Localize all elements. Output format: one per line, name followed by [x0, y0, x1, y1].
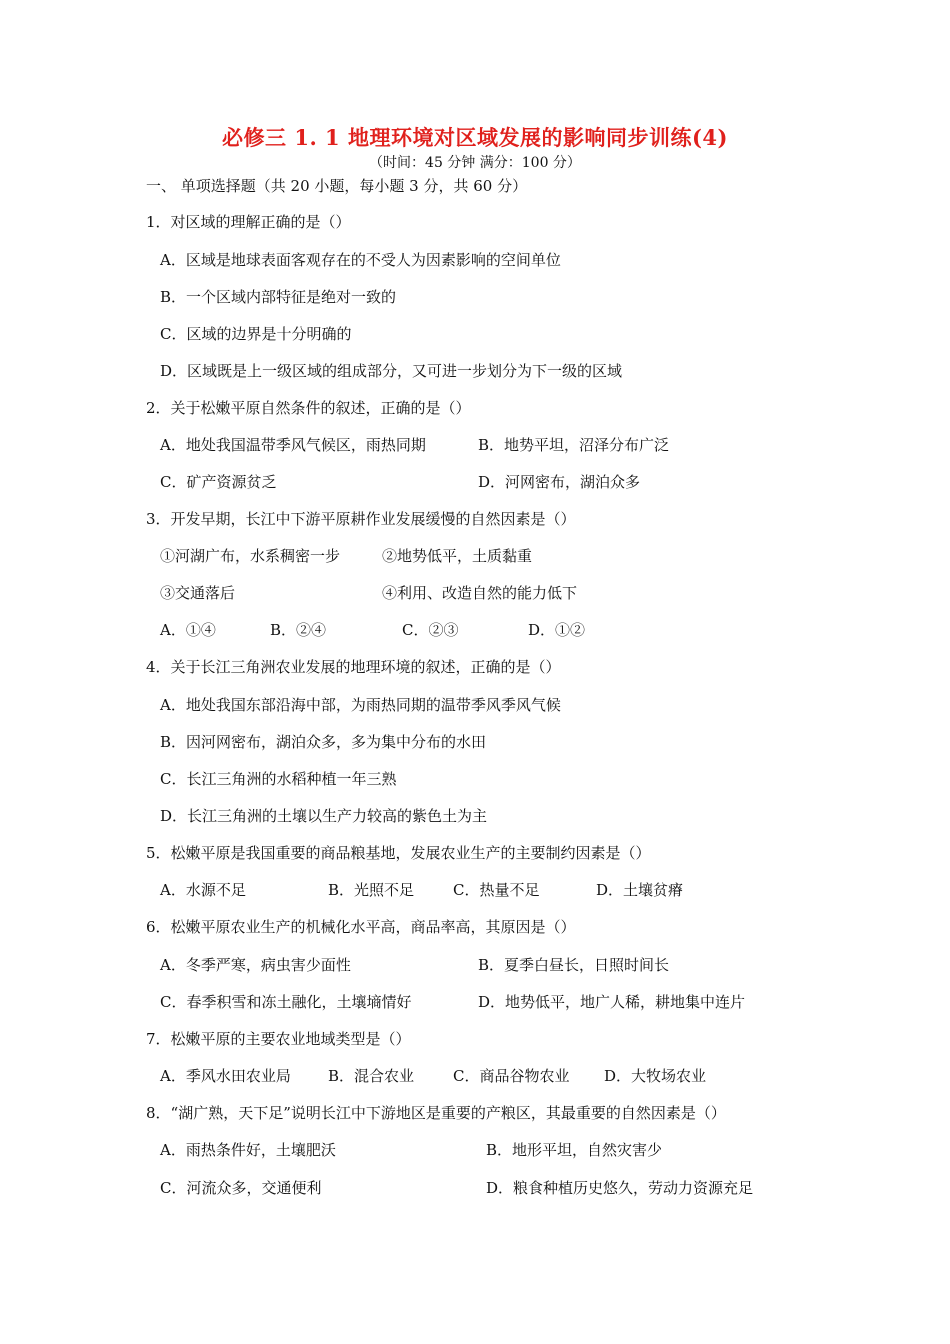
question-1-option-b: B．一个区域内部特征是绝对一致的	[160, 288, 397, 306]
question-7-stem: 7．松嫩平原的主要农业地域类型是（）	[146, 1030, 411, 1048]
question-6-option-c: C．春季积雪和冻土融化，土壤墒情好	[160, 993, 412, 1011]
question-2-stem: 2．关于松嫩平原自然条件的叙述，正确的是（）	[146, 399, 471, 417]
question-2-option-a: A．地处我国温带季风气候区，雨热同期	[160, 436, 426, 454]
exam-time-score: （时间：45 分钟 满分：100 分）	[369, 155, 581, 171]
question-3-item-2: ②地势低平，土质黏重	[382, 547, 533, 565]
question-1-option-a: A．区域是地球表面客观存在的不受人为因素影响的空间单位	[160, 251, 561, 269]
question-3-item-1: ①河湖广布，水系稠密一步	[160, 547, 341, 565]
question-7-option-b: B．混合农业	[328, 1067, 415, 1085]
question-4-stem: 4．关于长江三角洲农业发展的地理环境的叙述，正确的是（）	[146, 658, 561, 676]
question-5-stem: 5．松嫩平原是我国重要的商品粮基地，发展农业生产的主要制约因素是（）	[146, 844, 651, 862]
question-6-option-a: A．冬季严寒，病虫害少面性	[160, 956, 351, 974]
question-3-item-3: ③交通落后	[160, 584, 236, 602]
question-2-option-c: C．矿产资源贫乏	[160, 473, 277, 491]
question-8-option-b: B．地形平坦，自然灾害少	[486, 1141, 663, 1159]
question-5-option-d: D．土壤贫瘠	[596, 881, 684, 899]
question-1-option-d: D．区域既是上一级区域的组成部分，又可进一步划分为下一级的区域	[160, 362, 623, 380]
question-4-option-c: C．长江三角洲的水稻种植一年三熟	[160, 770, 397, 788]
question-3-option-b: B．②④	[270, 621, 327, 639]
question-2-option-b: B．地势平坦，沼泽分布广泛	[478, 436, 670, 454]
question-3-item-4: ④利用、改造自然的能力低下	[382, 584, 578, 602]
question-4-option-a: A．地处我国东部沿海中部，为雨热同期的温带季风季风气候	[160, 696, 561, 714]
question-7-option-c: C．商品谷物农业	[453, 1067, 570, 1085]
question-5-option-b: B．光照不足	[328, 881, 415, 899]
question-8-option-a: A．雨热条件好，土壤肥沃	[160, 1141, 336, 1159]
question-8-option-c: C．河流众多，交通便利	[160, 1179, 322, 1197]
question-7-option-a: A．季风水田农业局	[160, 1067, 291, 1085]
document-title: 必修三 1. 1 地理环境对区域发展的影响同步训练(4)	[222, 125, 728, 150]
question-2-option-d: D．河网密布，湖泊众多	[478, 473, 641, 491]
question-7-option-d: D．大牧场农业	[604, 1067, 707, 1085]
question-3-option-a: A．①④	[160, 621, 216, 639]
question-3-option-c: C．②③	[402, 621, 459, 639]
section-heading: 一、 单项选择题（共 20 小题，每小题 3 分，共 60 分）	[146, 177, 528, 195]
question-1-option-c: C．区域的边界是十分明确的	[160, 325, 352, 343]
question-5-option-c: C．热量不足	[453, 881, 540, 899]
question-4-option-d: D．长江三角洲的土壤以生产力较高的紫色土为主	[160, 807, 488, 825]
question-5-option-a: A．水源不足	[160, 881, 246, 899]
question-3-option-d: D．①②	[528, 621, 586, 639]
question-6-option-b: B．夏季白昼长，日照时间长	[478, 956, 670, 974]
question-6-stem: 6．松嫩平原农业生产的机械化水平高，商品率高，其原因是（）	[146, 918, 576, 936]
question-8-option-d: D．粮食种植历史悠久，劳动力资源充足	[486, 1179, 754, 1197]
question-6-option-d: D．地势低平，地广人稀，耕地集中连片	[478, 993, 746, 1011]
question-3-stem: 3．开发早期，长江中下游平原耕作业发展缓慢的自然因素是（）	[146, 510, 576, 528]
question-8-stem: 8．“湖广熟，天下足”说明长江中下游地区是重要的产粮区，其最重要的自然因素是（）	[146, 1104, 726, 1122]
question-4-option-b: B．因河网密布，湖泊众多，多为集中分布的水田	[160, 733, 487, 751]
question-1-stem: 1．对区域的理解正确的是（）	[146, 213, 351, 231]
